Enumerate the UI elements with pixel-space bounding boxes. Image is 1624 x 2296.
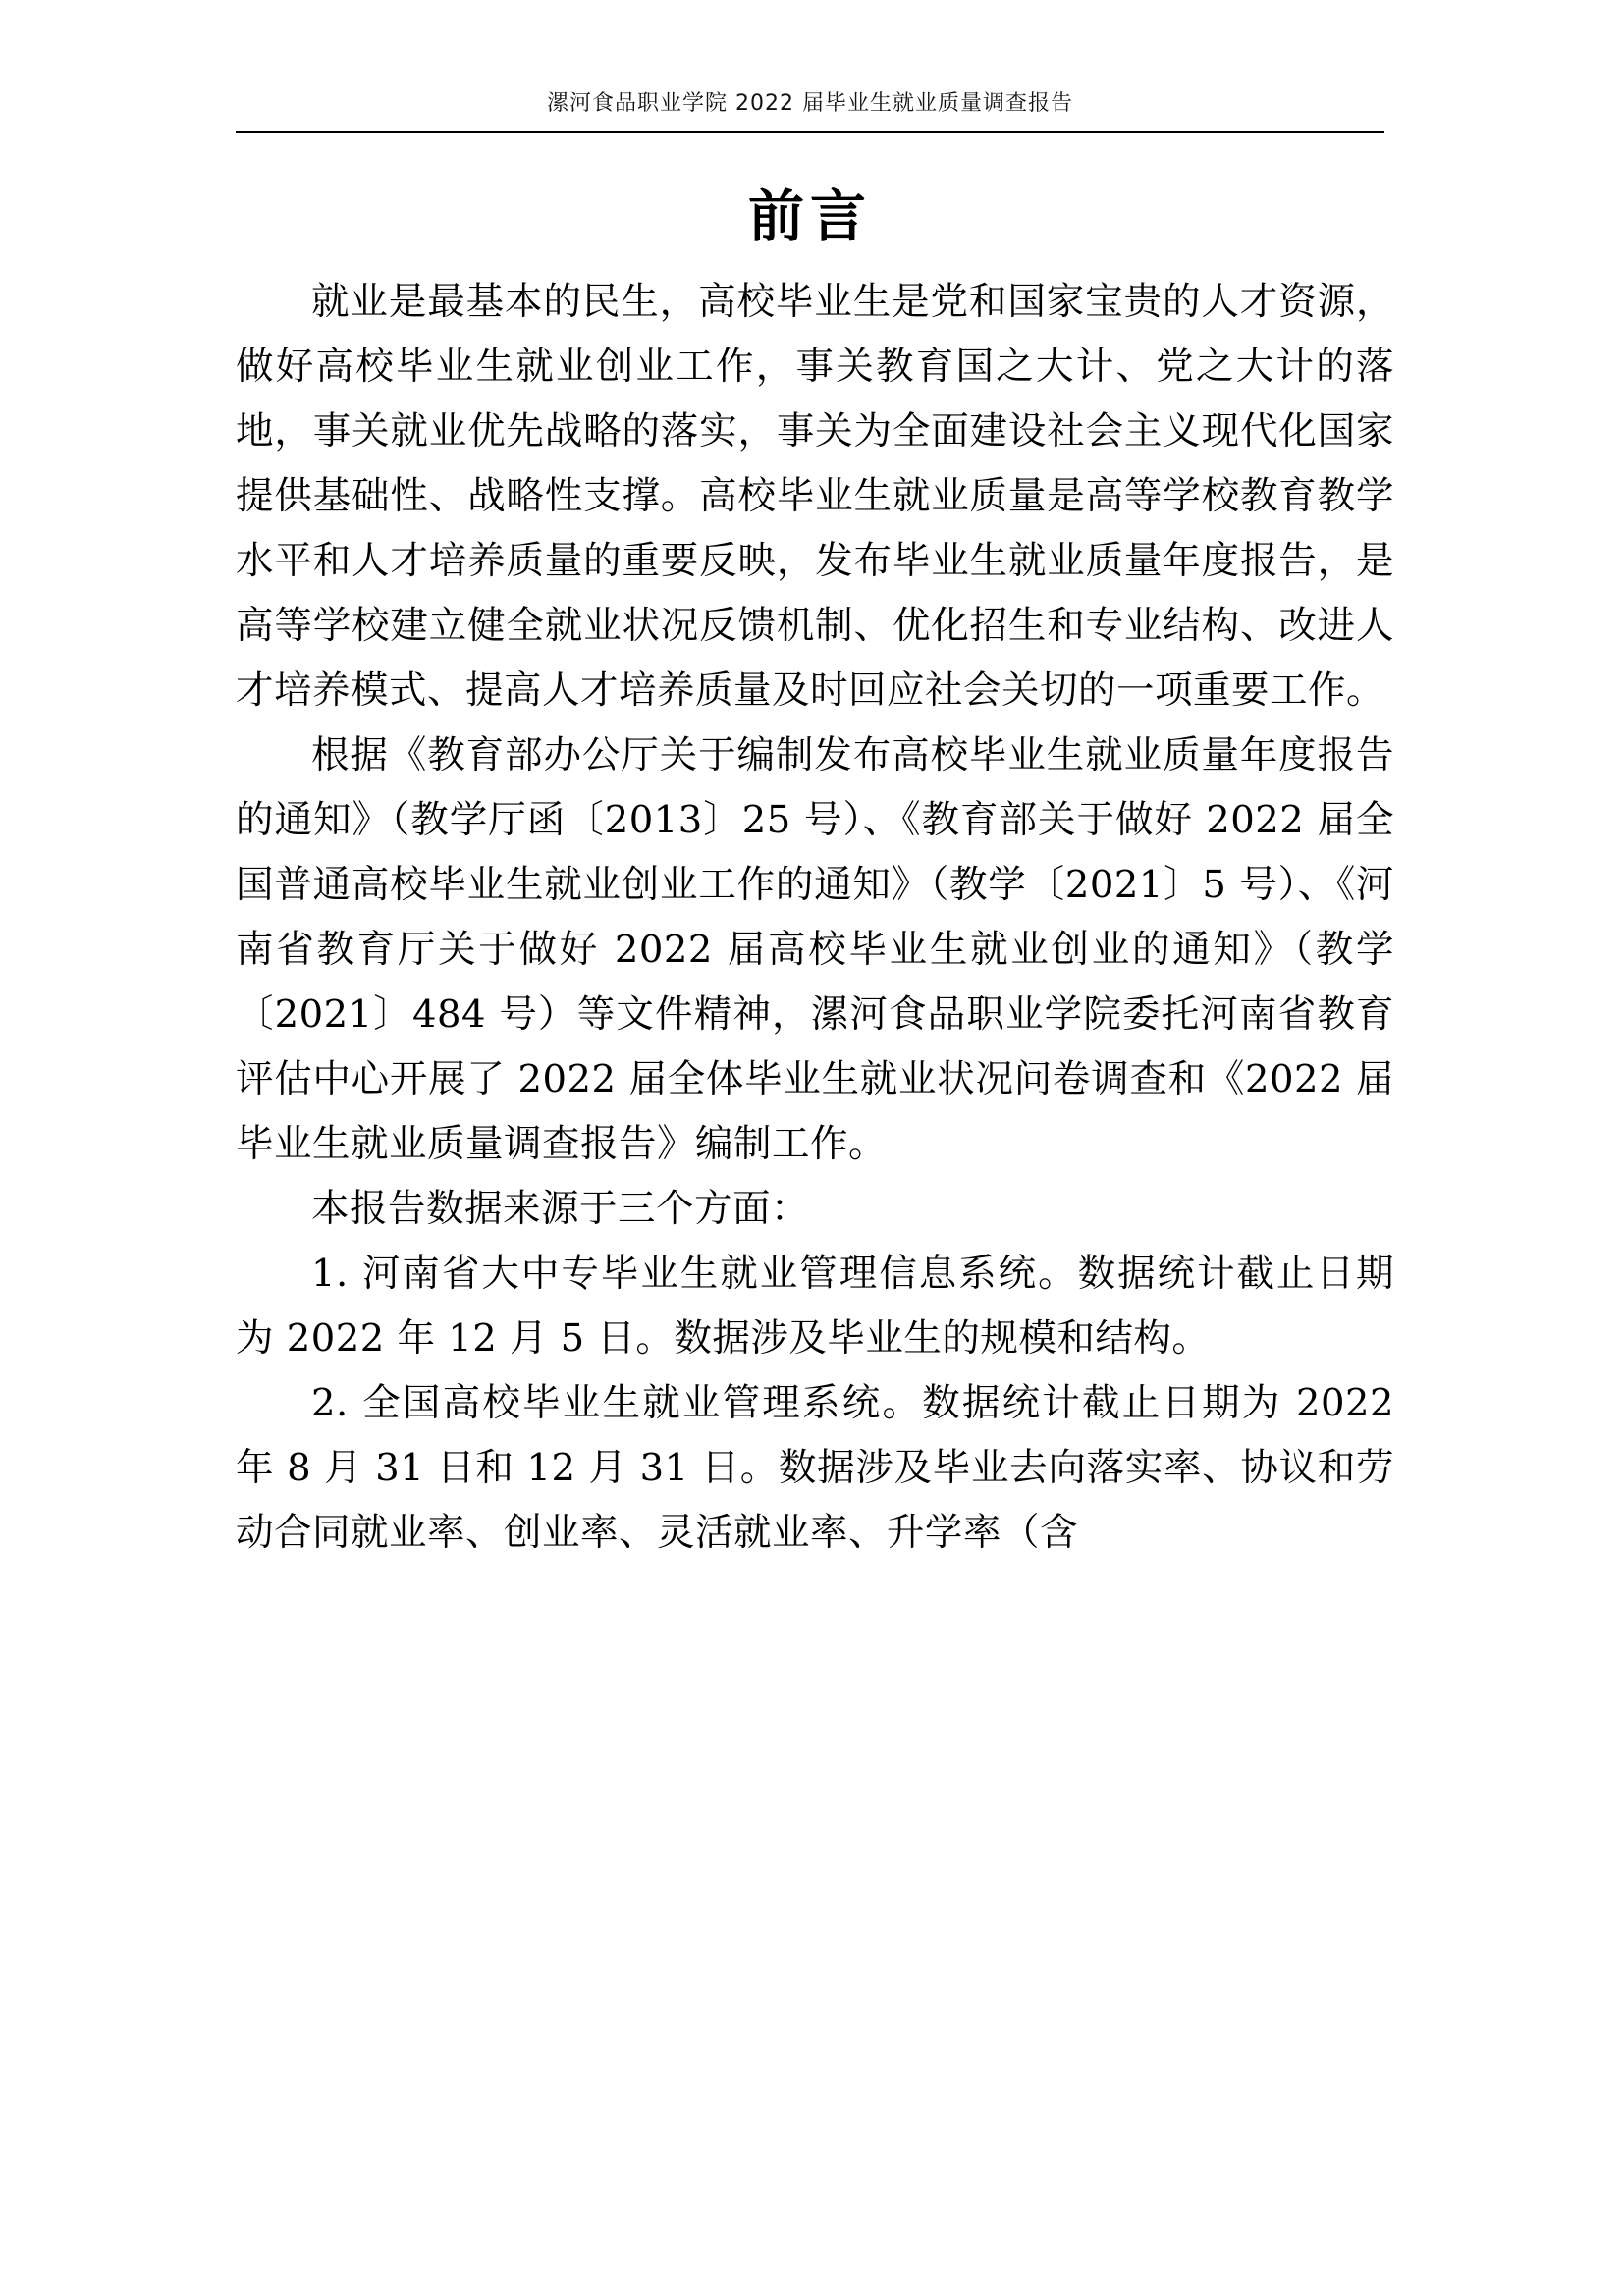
paragraph: 2. 全国高校毕业生就业管理系统。数据统计截止日期为 2022 年 8 月 31 日和 12 月 31 日。数据涉及毕业去向落实率、协议和劳动合同就业率、创业率、灵活就业率、升学率（含 <box>236 1381 1394 1555</box>
header-divider <box>236 131 1384 133</box>
page-title: 前言 <box>748 184 872 249</box>
paragraph: 本报告数据来源于三个方面： <box>311 1187 810 1231</box>
paragraph: 就业是最基本的民生，高校毕业生是党和国家宝贵的人才资源，做好高校毕业生就业创业工作，事关教育国之大计、党之大计的落地，事关就业优先战略的落实，事关为全面建设社会主义现代化国家提供基础性、战略性支撑。高校毕业生就业质量是高等学校教育教学水平和人才培养质量的重要反映，发布毕业生就业质量年度报告，是高等学校建立健全就业状况反馈机制、优化招生和专业结构、改进人才培养模式、提高人才培养质量及时回应社会关切的一项重要工作。 <box>236 280 1394 713</box>
paragraph: 1. 河南省大中专毕业生就业管理信息系统。数据统计截止日期为 2022 年 12 月 5 日。数据涉及毕业生的规模和结构。 <box>236 1252 1394 1361</box>
document-body <box>236 270 1394 1566</box>
running-header: 漯河食品职业学院 2022 届毕业生就业质量调查报告 <box>547 91 1073 116</box>
paragraph: 根据《教育部办公厅关于编制发布高校毕业生就业质量年度报告的通知》（教学厅函〔2013〕25 号）、《教育部关于做好 2022 届全国普通高校毕业生就业创业工作的通知》（教学〔2021〕5 号）、《河南省教育厅关于做好 2022 届高校毕业生就业创业的通知》（教学〔2021〕484 号）等文件精神，漯河食品职业学院委托河南省教育评估中心开展了 2022 届全体毕业生就业状况问卷调查和《2022 届毕业生就业质量调查报告》编制工作。 <box>236 733 1394 1166</box>
